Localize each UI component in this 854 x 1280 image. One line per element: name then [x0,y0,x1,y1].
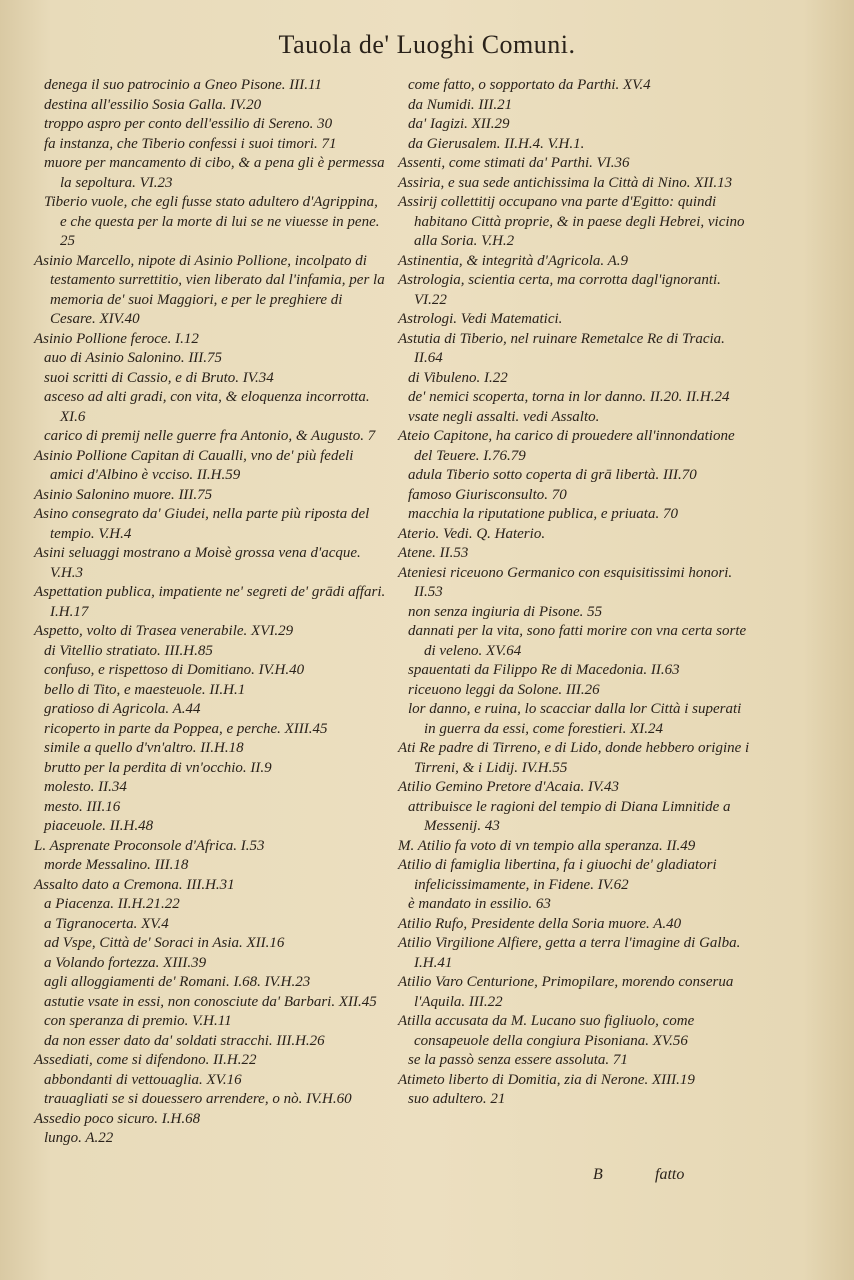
index-entry: se la passò senza essere assoluta. 71 [408,1052,628,1068]
index-entry: auo di Asinio Salonino. III.75 [44,350,223,366]
index-entry: Asinio Marcello, nipote di Asinio Pollione, incolpato di testamento surrettitio, vien liberato dal l'infamia, per la memoria de' suoi Maggiori, e per le preghiere di Cesare. XIV.40 [34,252,385,327]
index-entry: Atilio Varo Centurione, Primopilare, morendo conserua l'Aquila. III.22 [398,974,734,1010]
index-entry: da Gierusalem. II.H.4. V.H.1. [408,135,585,152]
index-entry: suo adultero. 21 [408,1091,506,1107]
index-entry: da non esser dato da' soldati stracchi. III.H.26 [44,1032,325,1049]
index-entry: Aspettation publica, impatiente ne' segreti de' grādi affari. I.H.17 [34,584,386,620]
index-entry: simile a quello d'vn'altro. II.H.18 [44,740,244,756]
index-entry: Asinio Salonino muore. III.75 [34,486,213,503]
index-entry: Atilio Gemino Pretore d'Acaia. IV.43 [398,779,619,795]
index-entry: mesto. III.16 [44,798,121,815]
index-entry: Astinentia, & integrità d'Agricola. A.9 [398,252,629,269]
index-entry: denega il suo patrocinio a Gneo Pisone. III.11 [44,77,322,93]
index-entry: Assalto dato a Cremona. III.H.31 [34,876,235,893]
index-entry: Astutia di Tiberio, nel ruinare Remetalce Re di Tracia. II.64 [398,330,725,366]
index-entry: vsate negli assalti. vedi Assalto. [408,408,600,425]
index-entry: Asino consegrato da' Giudei, nella parte più riposta del tempio. V.H.4 [34,506,370,542]
index-entry: L. Asprenate Proconsole d'Africa. I.53 [34,837,265,854]
index-entry: Astrologia, scientia certa, ma corrotta dagl'ignoranti. VI.22 [398,272,721,308]
index-entry: come fatto, o sopportato da Parthi. XV.4 [408,77,651,93]
index-entry: con speranza di premio. V.H.11 [44,1013,232,1029]
index-entry: a Tigranocerta. XV.4 [44,915,169,932]
index-entry: ad Vspe, Città de' Soraci in Asia. XII.16 [44,935,285,951]
index-entry: Atilio Virgilione Alfiere, getta a terra l'imagine di Galba. I.H.41 [398,935,741,971]
index-entry: fa instanza, che Tiberio confessi i suoi timori. 71 [44,135,337,152]
index-entry: carico di premij nelle guerre fra Antonio, & Augusto. 7 [44,428,376,444]
page-title: Tauola de' Luoghi Comuni. [278,30,576,59]
index-entry: M. Atilio fa voto di vn tempio alla speranza. II.49 [398,837,696,854]
index-entry: Asinio Pollione feroce. I.12 [34,330,199,347]
index-entry: piaceuole. II.H.48 [44,818,154,834]
index-entry: Ateniesi riceuono Germanico con esquisitissimi honori. II.53 [398,564,733,600]
index-entry: Atilio di famiglia libertina, fa i giuochi de' gladiatori infelicissimamente, in Fidene. IV.62 [398,857,717,893]
index-entry: troppo aspro per conto dell'essilio di Sereno. 30 [44,116,333,132]
index-entry: agli alloggiamenti de' Romani. I.68. IV.H.23 [44,974,311,990]
index-entry: riceuono leggi da Solone. III.26 [408,681,600,698]
index-entry: muore per mancamento di cibo, & a pena gli è permessa la sepoltura. VI.23 [44,155,385,191]
index-entry: a Volando fortezza. XIII.39 [44,954,207,971]
index-column-right [398,76,750,1110]
index-entry: dannati per la vita, sono fatti morire con vna certa sorte di veleno. XV.64 [408,623,747,659]
index-entry: a Piacenza. II.H.21.22 [44,896,180,912]
index-entry: gratioso di Agricola. A.44 [44,701,201,717]
index-entry: macchia la riputatione publica, e priuata. 70 [408,506,678,522]
index-entry: di Vibuleno. I.22 [408,369,508,386]
index-entry: Assediati, come si difendono. II.H.22 [34,1052,257,1068]
index-entry: Asini seluaggi mostrano a Moisè grossa vena d'acque. V.H.3 [34,545,361,581]
index-entry: abbondanti di vettouaglia. XV.16 [44,1071,242,1088]
index-entry: Atene. II.53 [398,545,469,561]
index-entry: Atimeto liberto di Domitia, zia di Nerone. XIII.19 [398,1071,695,1088]
index-entry: Assiria, e sua sede antichissima la Città di Nino. XII.13 [398,174,733,191]
index-entry: da Numidi. III.21 [408,96,513,113]
index-entry: adula Tiberio sotto coperta di grā libertà. III.70 [408,467,697,483]
index-entry: di Vitellio stratiato. III.H.85 [44,642,213,659]
index-entry: Tiberio vuole, che egli fusse stato adultero d'Agrippina, e che questa per la morte di lui se ne viuesse in pene. 25 [44,194,380,249]
index-entry: asceso ad alti gradi, con vita, & eloquenza incorrotta. XI.6 [44,389,370,425]
index-entry: Atilio Rufo, Presidente della Soria muore. A.40 [398,915,682,932]
index-entry: ricoperto in parte da Poppea, e perche. XIII.45 [44,720,328,737]
index-entry: molesto. II.34 [44,779,127,795]
index-entry: de' nemici scoperta, torna in lor danno. II.20. II.H.24 [408,389,730,405]
signature-mark: B [593,1166,603,1183]
index-entry: Asinio Pollione Capitan di Caualli, vno de' più fedeli amici d'Albino è vcciso. II.H.59 [34,447,354,483]
index-entry: spauentati da Filippo Re di Macedonia. II.63 [408,662,680,678]
index-entry: è mandato in essilio. 63 [408,896,551,912]
index-entry: Aspetto, volto di Trasea venerabile. XVI.29 [34,623,294,639]
index-entry: attribuisce le ragioni del tempio di Diana Limnitide a Messenij. 43 [408,798,731,834]
index-entry: Aterio. Vedi. Q. Haterio. [398,525,546,542]
index-entry: Ati Re padre di Tirreno, e di Lido, donde hebbero origine i Tirreni, & i Lidij. IV.H.55 [398,740,750,776]
index-entry: bello di Tito, e maesteuole. II.H.1 [44,681,246,698]
index-entry: Assirij collettitij occupano vna parte d'Egitto: quindi habitano Città proprie, & in paese degli Hebrei, vicino alla Soria. V.H.2 [398,194,745,249]
index-entry: non senza ingiuria di Pisone. 55 [408,603,603,620]
index-entry: destina all'essilio Sosia Galla. IV.20 [44,96,262,113]
index-entry: Ateio Capitone, ha carico di prouedere all'innondatione del Teuere. I.76.79 [398,428,735,464]
index-entry: da' Iagizi. XII.29 [408,116,510,132]
index-entry: Assenti, come stimati da' Parthi. VI.36 [398,155,630,171]
catchword: fatto [655,1166,685,1183]
index-entry: Atilla accusata da M. Lucano suo figliuolo, come consapeuole della congiura Pisoniana. XV.56 [398,1013,695,1049]
index-entry: morde Messalino. III.18 [44,857,189,873]
index-entry: lungo. A.22 [44,1130,114,1146]
index-entry: trauagliati se si douessero arrendere, o nò. IV.H.60 [44,1091,352,1107]
index-entry: confuso, e rispettoso di Domitiano. IV.H.40 [44,662,305,678]
index-entry: famoso Giurisconsulto. 70 [408,486,567,503]
index-entry: Astrologi. Vedi Matematici. [398,311,563,327]
index-entry: brutto per la perdita di vn'occhio. II.9 [44,759,272,776]
index-entry: lor danno, e ruina, lo scacciar dalla lor Città i superati in guerra da essi, come forestieri. XI.24 [408,701,742,737]
index-column-left [34,76,386,1149]
index-entry: suoi scritti di Cassio, e di Bruto. IV.34 [44,369,274,386]
index-entry: Assedio poco sicuro. I.H.68 [34,1110,201,1127]
index-entry: astutie vsate in essi, non conosciute da' Barbari. XII.45 [44,993,377,1010]
